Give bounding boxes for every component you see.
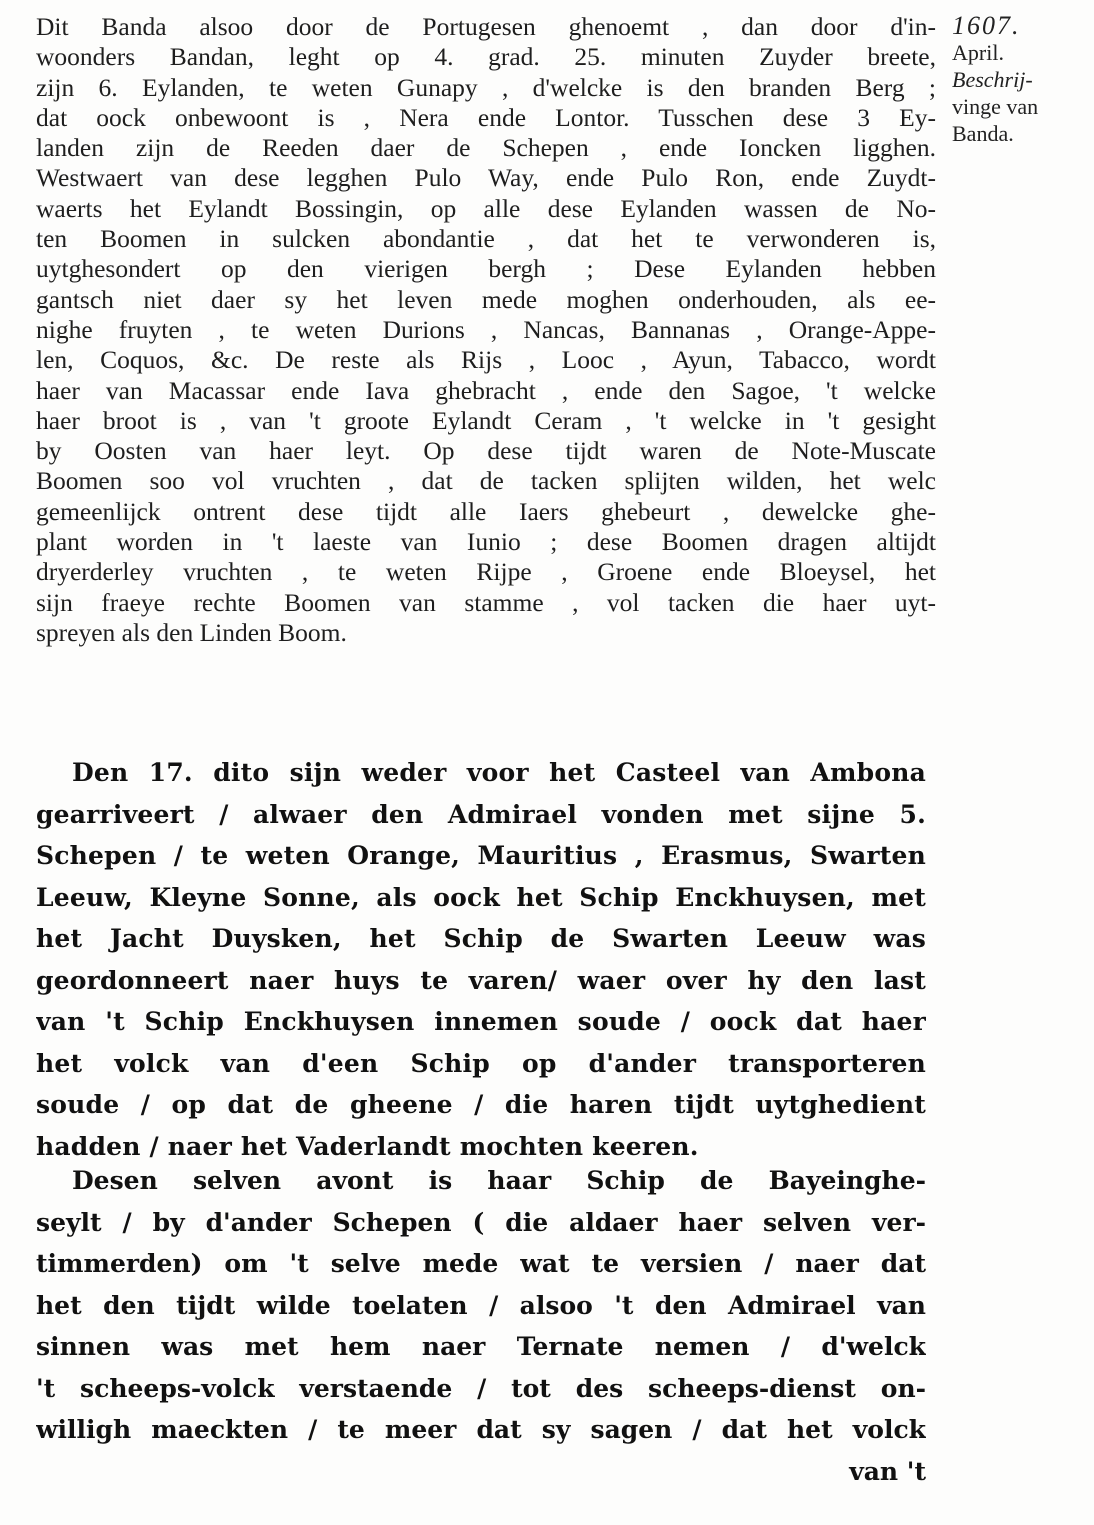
margin-month: April. bbox=[952, 40, 1004, 65]
text-line: landen zijn de Reeden daer de Schepen , ende Ioncken ligghen. bbox=[36, 133, 936, 163]
text-line: Boomen soo vol vruchten , dat de tacken splijten wilden, het welc bbox=[36, 466, 936, 496]
margin-description-line: Banda. bbox=[952, 121, 1014, 146]
text-line: timmerden) om 't selve mede wat te versien / naer dat bbox=[36, 1249, 926, 1278]
paragraph-banda-description bbox=[36, 12, 936, 648]
text-line: waerts het Eylandt Bossingin, op alle dese Eylanden wassen de No- bbox=[36, 193, 936, 223]
text-line: uytghesondert op den vierigen bergh ; Dese Eylanden hebben bbox=[36, 254, 936, 284]
text-line: het Jacht Duysken, het Schip de Swarten Leeuw was bbox=[36, 924, 926, 953]
text-line: soude / op dat de gheene / die haren tijdt uytghedient bbox=[36, 1090, 926, 1119]
text-line: by Oosten van haer leyt. Op dese tijdt waren de Note-Muscate bbox=[36, 436, 936, 466]
text-line: nighe fruyten , te weten Durions , Nancas, Bannanas , Orange-Appe- bbox=[36, 314, 936, 344]
paragraph-ambona-arrival bbox=[36, 752, 926, 1167]
text-line: sijn fraeye rechte Boomen van stamme , vol tacken die haer uyt- bbox=[36, 587, 936, 617]
text-line: willigh maeckten / te meer dat sy sagen / dat het volck bbox=[36, 1415, 926, 1444]
text-line: seylt / by d'ander Schepen ( die aldaer haer selven ver- bbox=[36, 1207, 926, 1237]
text-line: Westwaert van dese legghen Pulo Way, ende Pulo Ron, ende Zuydt- bbox=[36, 163, 936, 193]
text-line: het den tijdt wilde toelaten / alsoo 't den Admirael van bbox=[36, 1290, 926, 1320]
text-line: Dit Banda alsoo door de Portugesen ghenoemt , dan door d'in- bbox=[36, 12, 936, 41]
text-line: sinnen was met hem naer Ternate nemen / d'welck bbox=[36, 1332, 926, 1361]
text-line: Schepen / te weten Orange, Mauritius , Erasmus, Swarten bbox=[36, 841, 926, 870]
text-line: haer broot is , van 't groote Eylandt Ceram , 't welcke in 't gesight bbox=[36, 405, 936, 435]
text-line: gearriveert / alwaer den Admirael vonden met sijne 5. bbox=[36, 799, 926, 829]
text-line: gemeenlijck ontrent dese tijdt alle Iaers ghebeurt , dewelcke ghe- bbox=[36, 496, 936, 526]
margin-year: 1607. bbox=[952, 11, 1021, 40]
text-line: 't scheeps-volck verstaende / tot des scheeps-dienst on- bbox=[36, 1373, 926, 1403]
margin-description-line: vinge van bbox=[952, 94, 1039, 119]
text-line: ten Boomen in sulcken abondantie , dat het te verwonderen is, bbox=[36, 224, 936, 254]
text-line: gantsch niet daer sy het leven mede moghen onderhouden, als ee- bbox=[36, 284, 936, 314]
text-line: spreyen als den Linden Boom. bbox=[36, 617, 347, 647]
text-line: geordonneert naer huys te varen/ waer over hy den last bbox=[36, 965, 926, 995]
catchword: van 't bbox=[849, 1456, 926, 1486]
text-line: dat oock onbewoont is , Nera ende Lontor. Tusschen dese 3 Ey- bbox=[36, 102, 936, 132]
text-line: Leeuw, Kleyne Sonne, als oock het Schip Enckhuysen, met bbox=[36, 882, 926, 912]
text-line: Desen selven avont is haar Schip de Bayeinghe- bbox=[72, 1166, 926, 1195]
text-line: len, Coquos, &c. De reste als Rijs , Looc , Ayun, Tabacco, wordt bbox=[36, 345, 936, 375]
paragraph-evening-ship bbox=[36, 1160, 926, 1492]
text-line: het volck van d'een Schip op d'ander transporteren bbox=[36, 1048, 926, 1078]
text-line: woonders Bandan, leght op 4. grad. 25. minuten Zuyder breete, bbox=[36, 42, 936, 72]
text-line: dryerderley vruchten , te weten Rijpe , Groene ende Bloeysel, het bbox=[36, 557, 936, 587]
text-line: zijn 6. Eylanden, te weten Gunapy , d'welcke is den branden Berg ; bbox=[36, 72, 936, 102]
text-line: hadden / naer het Vaderlandt mochten keeren. bbox=[36, 1131, 699, 1161]
text-line: haer van Macassar ende Iava ghebracht , ende den Sagoe, 't welcke bbox=[36, 375, 936, 405]
text-line: Den 17. dito sijn weder voor het Casteel van Ambona bbox=[72, 758, 926, 787]
text-line: van 't Schip Enckhuysen innemen soude / oock dat haer bbox=[36, 1007, 926, 1036]
text-line: plant worden in 't laeste van Iunio ; dese Boomen dragen altijdt bbox=[36, 527, 936, 557]
margin-note bbox=[952, 12, 1082, 147]
margin-description-line: Beschrij- bbox=[952, 67, 1033, 92]
